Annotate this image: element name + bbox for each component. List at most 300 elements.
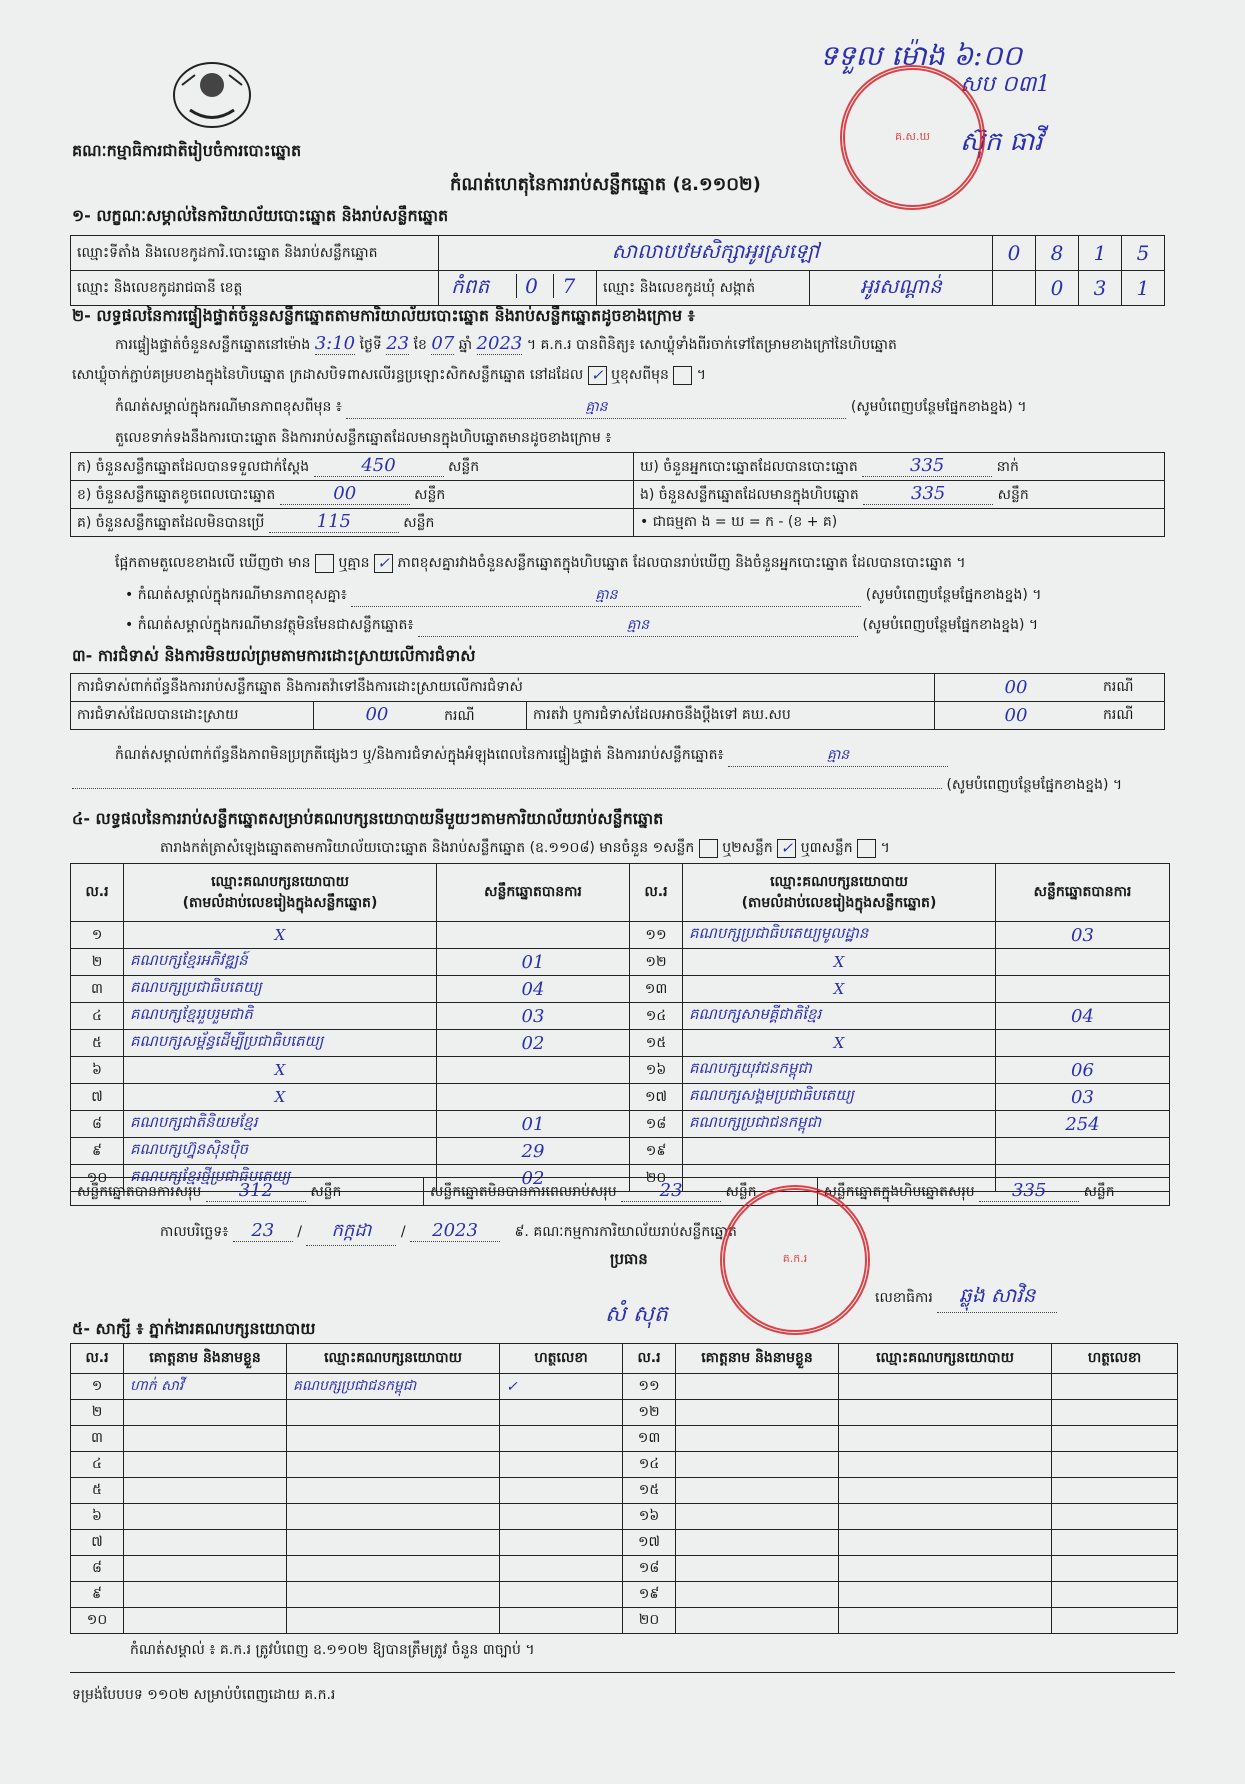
witness-signature: [1052, 1452, 1178, 1478]
witness-name: [676, 1608, 839, 1634]
row-number: ១១: [623, 1374, 676, 1400]
org-name: គណៈកម្មាធិការជាតិរៀបចំការបោះឆ្នោត: [72, 141, 302, 160]
handwritten-note-code: សប ០៣1: [960, 72, 1051, 97]
s5-col-sign: ហត្ថលេខា: [500, 1344, 623, 1374]
witness-name: [124, 1504, 287, 1530]
witness-signature: [1052, 1608, 1178, 1634]
s4-date-label: កាលបរិច្ឆេទ៖: [160, 1224, 229, 1240]
chair-label: ប្រធាន: [610, 1250, 648, 1268]
s2-bullet2: [125, 615, 1038, 637]
table-row: [71, 1400, 1178, 1426]
s4-date-day: 23: [233, 1220, 293, 1242]
witness-name: [124, 1452, 287, 1478]
row-number: ១៣: [623, 1426, 676, 1452]
s5-col-party: ឈ្មោះគណបក្សនយោបាយ: [839, 1344, 1052, 1374]
row-number: ១០: [71, 1165, 124, 1192]
witness-party: [287, 1400, 500, 1426]
party-name: X: [683, 949, 996, 976]
s2-fig-cell: [71, 509, 634, 537]
row-number: ៨: [71, 1111, 124, 1138]
secretary-name: ឆ្លុង សាវិន: [937, 1282, 1057, 1313]
s2-figures-table: [70, 452, 1165, 537]
table-row: [71, 949, 1170, 976]
row-number: ២: [71, 1400, 124, 1426]
s4-date-line: កាលបរិច្ឆេទ៖ 23 / កក្កដា / 2023 ៩. គណៈកម្មការការិយាល័យរាប់សន្លឹកឆ្នោត: [160, 1218, 737, 1246]
witness-party: [839, 1608, 1052, 1634]
s4-unit: សន្លឹក: [1083, 1184, 1115, 1200]
s3-r2-value-b: 00: [935, 702, 1098, 730]
s1-province-code-digit: 7: [553, 274, 584, 298]
s3-r2-unit-b: ករណី: [1097, 702, 1165, 730]
s2-text: សោឃ្លុំចាក់ភ្ជាប់គម្របខាងក្នុងនៃហិបឆ្នោត ក្រដាសបិទពាសលើរន្ធប្រឡោះសិកសន្លឹកឆ្នោត នៅដដែល: [72, 367, 584, 383]
table-row: [71, 1504, 1178, 1530]
party-votes: [437, 1057, 630, 1084]
party-votes: 06: [996, 1057, 1170, 1084]
witness-party: [839, 1556, 1052, 1582]
table-row: [71, 1530, 1178, 1556]
s4-col-no: ល.រ: [71, 864, 124, 922]
checkbox-three-sheets[interactable]: [857, 839, 876, 858]
party-votes: [996, 1138, 1170, 1165]
section1-title: ១- លក្ខណៈសម្គាល់នៃការិយាល័យបោះឆ្នោត និងរាប់សន្លឹកឆ្នោត: [72, 206, 449, 225]
s1-row1-value: សាលាបឋមសិក្សាអូរស្រឡៅ: [439, 236, 993, 271]
witness-signature: [1052, 1582, 1178, 1608]
party-votes: 254: [996, 1111, 1170, 1138]
s4-col-party-label: ឈ្មោះគណបក្សនយោបាយ: [770, 873, 908, 890]
s1-province-code-digit: 0: [516, 274, 547, 298]
witness-signature: [500, 1582, 623, 1608]
party-name: X: [124, 1057, 437, 1084]
witness-party: [287, 1556, 500, 1582]
row-number: ១២: [630, 949, 683, 976]
witness-name: [676, 1400, 839, 1426]
s4-date-year: 2023: [410, 1220, 500, 1242]
s2-fig-unit: នាក់: [996, 459, 1019, 475]
s3-r1-unit: ករណី: [1097, 674, 1165, 702]
party-name: X: [124, 922, 437, 949]
witness-signature: ✓: [500, 1374, 623, 1400]
secretary-label: លេខាធិការ: [875, 1290, 933, 1306]
row-number: ១: [71, 922, 124, 949]
witness-name: [676, 1504, 839, 1530]
handwritten-note-name: ស៊ុក ធាវី: [960, 127, 1043, 157]
witness-party: [287, 1504, 500, 1530]
witness-signature: [1052, 1556, 1178, 1582]
s3-r2-label: ការជំទាស់ដែលបានដោះស្រាយ: [71, 702, 314, 730]
s2-fig-label: ក) ចំនួនសន្លឹកឆ្នោតដែលបានទទួលជាក់ស្តែង: [77, 459, 310, 475]
witness-name: [124, 1556, 287, 1582]
s3-r2-value: [314, 702, 527, 730]
row-number: ២: [71, 949, 124, 976]
row-number: ១៥: [630, 1030, 683, 1057]
s2-text: ឬខុសពីមុន: [611, 367, 669, 383]
s4-date-month: កក្កដា: [306, 1218, 396, 1246]
s2-note-line: [115, 397, 1027, 419]
row-number: ៧: [71, 1084, 124, 1111]
handwritten-note-receipt: ទទួល ម៉ោង ៦:០០: [820, 39, 1023, 72]
party-name: គណបក្សសង្គមប្រជាធិបតេយ្យ: [683, 1084, 996, 1111]
s2-fig-value: 335: [862, 455, 992, 477]
party-name: គណបក្សប្រជាជនកម្ពុជា: [683, 1111, 996, 1138]
witness-party: [839, 1426, 1052, 1452]
table-row: [71, 1138, 1170, 1165]
s2-fig-cell: [71, 453, 634, 481]
witness-name: [124, 1400, 287, 1426]
witness-signature: [500, 1504, 623, 1530]
s1-province-name: កំពត: [451, 274, 490, 298]
s4-intro: តារាងកត់ត្រាសំឡេងឆ្នោតតាមការិយាល័យបោះឆ្នោត និងរាប់សន្លឹកឆ្នោត (ឧ.១១០៨) មានចំនួន ១សន្លឹក ឬ២សន្លឹក ✓ ឬ៣សន្លឹក ។: [160, 838, 890, 857]
table-row: [71, 1084, 1170, 1111]
row-number: ១៩: [630, 1138, 683, 1165]
witness-party: [287, 1530, 500, 1556]
s2-fig-cell: [634, 453, 1165, 481]
s5-col-name: គោត្តនាម និងនាមខ្លួន: [124, 1344, 287, 1374]
s4-text: តារាងកត់ត្រាសំឡេងឆ្នោតតាមការិយាល័យបោះឆ្នោត និងរាប់សន្លឹកឆ្នោត (ឧ.១១០៨) មានចំនួន ១សន្លឹក: [160, 840, 695, 856]
chair-name: សំ សុត: [605, 1302, 668, 1327]
witness-party: គណបក្សប្រជាជនកម្ពុជា: [287, 1374, 500, 1400]
doc-title: កំណត់ហេតុនៃការរាប់សន្លឹកឆ្នោត (ឧ.១១០២): [450, 174, 761, 195]
s5-witness-table: [70, 1343, 1178, 1634]
section4-title: ៤- លទ្ធផលនៃការរាប់សន្លឹកឆ្នោតសម្រាប់គណបក្សនយោបាយនីមួយៗតាមការិយាល័យរាប់សន្លឹកឆ្នោត: [72, 809, 664, 828]
table-row: [71, 1452, 1178, 1478]
witness-name: [124, 1608, 287, 1634]
s4-unit: សន្លឹក: [310, 1184, 342, 1200]
row-number: ៩: [71, 1582, 124, 1608]
witness-party: [839, 1530, 1052, 1556]
s2-time: 3:10: [314, 333, 356, 354]
s5-col-no: ល.រ: [71, 1344, 124, 1374]
witness-name: [676, 1426, 839, 1452]
witness-party: [287, 1608, 500, 1634]
s2-fig-formula: • ជាធម្មតា ង = ឃ = ក - (ខ + គ): [640, 514, 838, 530]
s3-table: [70, 673, 1165, 730]
s2-fig-value: 00: [280, 483, 410, 505]
row-number: ១៧: [623, 1530, 676, 1556]
row-number: ១១: [630, 922, 683, 949]
witness-name: [124, 1530, 287, 1556]
table-row: [71, 1582, 1178, 1608]
checkbox-two-sheets[interactable]: ✓: [777, 839, 796, 858]
section1-table: [70, 235, 1165, 306]
table-row: [71, 1057, 1170, 1084]
party-name: X: [124, 1084, 437, 1111]
s4-totals-table: [70, 1177, 1170, 1206]
s3-r2-value-text: 00: [365, 704, 389, 725]
witness-party: [839, 1582, 1052, 1608]
s2-note-label: កំណត់សម្គាល់ក្នុងករណីមានភាពខុសពីមុន ៖: [115, 399, 342, 415]
s1-row1-label: ឈ្មោះទីតាំង និងលេខកូដការិ.បោះឆ្នោត និងរាប់សន្លឹកឆ្នោត: [71, 236, 439, 271]
s1-commune-code-digit: 0: [1036, 271, 1079, 306]
witness-name: [676, 1452, 839, 1478]
section3-title: ៣- ការជំទាស់ និងការមិនយល់ព្រមតាមការដោះស្រាយលើការជំទាស់: [72, 646, 476, 665]
s2-text: ខែ: [413, 337, 427, 353]
nec-emblem-icon: [170, 55, 255, 130]
witness-name: [676, 1556, 839, 1582]
s2-fig-value: 115: [269, 511, 399, 533]
s4-col-party: [124, 864, 437, 922]
row-number: ១៨: [623, 1556, 676, 1582]
s2-bullet-value: គ្មាន: [418, 615, 858, 637]
s3-note-value: គ្មាន: [728, 745, 948, 767]
witness-signature: [1052, 1504, 1178, 1530]
witness-name: [124, 1478, 287, 1504]
party-votes: 03: [437, 1003, 630, 1030]
witness-party: [839, 1374, 1052, 1400]
s2-text: ឆ្នាំ: [458, 337, 473, 353]
party-votes: 04: [437, 976, 630, 1003]
party-votes: 01: [437, 949, 630, 976]
s1-commune-code-digit: 1: [1122, 271, 1165, 306]
party-name: គណបក្សជាតិនិយមខ្មែរ: [124, 1111, 437, 1138]
s2-text: ថ្ងៃទី: [359, 337, 382, 353]
table-row: [71, 976, 1170, 1003]
s2-note-suffix: (សូមបំពេញបន្ថែមផ្នែកខាងខ្នង) ។: [850, 399, 1027, 415]
party-name: X: [683, 1030, 996, 1057]
s2-text: ឬគ្មាន: [338, 555, 370, 571]
party-votes: 02: [437, 1165, 630, 1192]
party-name: គណបក្សសាមគ្គីជាតិខ្មែរ: [683, 1003, 996, 1030]
s1-code-digit: 8: [1036, 236, 1079, 271]
s4-total-valid: [71, 1178, 424, 1206]
party-votes: [996, 949, 1170, 976]
party-votes: 03: [996, 1084, 1170, 1111]
row-number: ២០: [623, 1608, 676, 1634]
s2-fig-label: គ) ចំនួនសន្លឹកឆ្នោតដែលមិនបានប្រើ: [77, 515, 265, 531]
row-number: ៨: [71, 1556, 124, 1582]
s3-r2-unit: ករណី: [444, 708, 475, 724]
witness-signature: [1052, 1426, 1178, 1452]
s2-para1-line1: [115, 333, 897, 356]
party-name: គណបក្សខ្មែររួបរួមជាតិ: [124, 1003, 437, 1030]
party-votes: [996, 976, 1170, 1003]
s3-note-line2: [72, 775, 1122, 796]
party-name: X: [683, 976, 996, 1003]
table-row: [71, 1003, 1170, 1030]
party-name: គណបក្សសម្ព័ន្ធដើម្បីប្រជាធិបតេយ្យ: [124, 1030, 437, 1057]
checkbox-one-sheet[interactable]: [699, 839, 718, 858]
s1-province: [439, 271, 597, 306]
row-number: ៣: [71, 1426, 124, 1452]
witness-signature: [500, 1400, 623, 1426]
s2-text: ផ្អែកតាមតួលេខខាងលើ ឃើញថា មាន: [115, 555, 311, 571]
s2-text: ភាពខុសគ្នារវាងចំនួនសន្លឹកឆ្នោតក្នុងហិបឆ្នោត ដែលបានរាប់ឃើញ និងចំនួនអ្នកបោះឆ្នោត ដែលបានបោះឆ្នោត ។: [397, 555, 966, 571]
s4-col-party-sub: (តាមលំដាប់លេខរៀងក្នុងសន្លឹកឆ្នោត): [741, 894, 937, 911]
s3-note-label: កំណត់សម្គាល់ពាក់ព័ន្ធនឹងភាពមិនប្រក្រតីផ្សេងៗ ឬ/និងការជំទាស់ក្នុងអំឡុងពេលនៃការផ្ទៀងផ្ទាត់ និងការរាប់សន្លឹកឆ្នោត៖: [115, 747, 724, 763]
checkbox-different[interactable]: [673, 366, 692, 385]
row-number: ៦: [71, 1057, 124, 1084]
table-row: [71, 1478, 1178, 1504]
row-number: ១៨: [630, 1111, 683, 1138]
party-name: គណបក្សខ្មែរថ្មីប្រជាធិបតេយ្យ: [124, 1165, 437, 1192]
s2-fig-cell: [71, 481, 634, 509]
s1-commune-label: ឈ្មោះ និងលេខកូដឃុំ សង្កាត់: [597, 271, 810, 306]
s2-diff-line: [115, 553, 966, 574]
s5-col-name: គោត្តនាម និងនាមខ្លួន: [676, 1344, 839, 1374]
party-votes: 03: [996, 922, 1170, 949]
s1-code-digit: 0: [993, 236, 1036, 271]
party-votes: 29: [437, 1138, 630, 1165]
table-row: [71, 1374, 1178, 1400]
s1-row2-label: ឈ្មោះ និងលេខកូដរាជធានី ខេត្ត: [71, 271, 439, 306]
s2-fig-label: ខ) ចំនួនសន្លឹកឆ្នោតខូចពេលបោះឆ្នោត: [77, 487, 276, 503]
witness-signature: [500, 1556, 623, 1582]
s3-r1-label: ការជំទាស់ពាក់ព័ន្ធនឹងការរាប់សន្លឹកឆ្នោត និងការតវ៉ាទៅនឹងការដោះស្រាយលើការជំទាស់: [71, 674, 935, 702]
table-row: [71, 922, 1170, 949]
section5-title: ៥- សាក្សី ៖ ភ្នាក់ងារគណបក្សនយោបាយ: [72, 1319, 316, 1338]
stamp-bottom: [720, 1185, 870, 1335]
s4-total-box-label: សន្លឹកឆ្នោតក្នុងហិបឆ្នោតសរុប: [823, 1184, 975, 1200]
row-number: ១០: [71, 1608, 124, 1634]
s1-code-digit: 5: [1122, 236, 1165, 271]
row-number: ១៧: [630, 1084, 683, 1111]
s2-fig-unit: សន្លឹក: [448, 459, 480, 475]
s5-col-no: ល.រ: [623, 1344, 676, 1374]
footer-note: កំណត់សម្គាល់ ៖ គ.ក.រ ត្រូវបំពេញ ឧ.១១០២ ឱ្យបានត្រឹមត្រូវ ចំនួន ៣ច្បាប់ ។: [130, 1642, 535, 1658]
row-number: ១៤: [623, 1452, 676, 1478]
s2-fig-label: ង) ចំនួនសន្លឹកឆ្នោតដែលមានក្នុងហិបឆ្នោត: [640, 487, 859, 503]
s4-col-party-sub: (តាមលំដាប់លេខរៀងក្នុងសន្លឹកឆ្នោត): [182, 894, 378, 911]
witness-party: [839, 1400, 1052, 1426]
table-row: [71, 1426, 1178, 1452]
s2-note-value: គ្មាន: [346, 397, 846, 419]
party-name: គណបក្សប្រជាធិបតេយ្យមូលដ្ឋាន: [683, 922, 996, 949]
s2-fig-unit: សន្លឹក: [414, 487, 446, 503]
secretary-line: [875, 1282, 1057, 1313]
s2-fig-label: ឃ) ចំនួនអ្នកបោះឆ្នោតដែលបានបោះឆ្នោត: [640, 459, 858, 475]
row-number: ១៥: [623, 1478, 676, 1504]
row-number: ១៦: [630, 1057, 683, 1084]
s3-r1-value: 00: [935, 674, 1098, 702]
witness-signature: [500, 1426, 623, 1452]
checkbox-has-diff[interactable]: [315, 554, 334, 573]
s2-bullet1: [125, 585, 1041, 607]
witness-party: [287, 1452, 500, 1478]
witness-party: [287, 1582, 500, 1608]
s2-text: ។ គ.ក.រ បានពិនិត្យ៖ សោឃ្លុំទាំងពីរចាក់ទៅតែម្រាមខាងក្រៅនៃហិបឆ្នោត: [526, 337, 897, 353]
s2-day: 23: [386, 333, 410, 354]
row-number: ១: [71, 1374, 124, 1400]
party-name: គណបក្សខ្មែរអភិវឌ្ឍន៍: [124, 949, 437, 976]
s2-month: 07: [431, 333, 455, 354]
row-number: ៩: [71, 1138, 124, 1165]
table-row: [71, 1556, 1178, 1582]
witness-name: [124, 1582, 287, 1608]
witness-signature: [500, 1608, 623, 1634]
witness-signature: [500, 1478, 623, 1504]
party-votes: 01: [437, 1111, 630, 1138]
s3-r2-label-b: ការតវ៉ា ឬការជំទាស់ដែលអាចនឹងប្តឹងទៅ គឃ.សប: [527, 702, 935, 730]
section2-title: ២- លទ្ធផលនៃការផ្ទៀងផ្ទាត់ចំនួនសន្លឹកឆ្នោតតាមការិយាល័យបោះឆ្នោត និងរាប់សន្លឹកឆ្នោតដូចខាងក្រោម ៖: [72, 306, 695, 325]
s4-col-votes: សន្លឹកឆ្នោតបានការ: [996, 864, 1170, 922]
witness-name: [676, 1582, 839, 1608]
witness-name: [124, 1426, 287, 1452]
witness-name: [676, 1530, 839, 1556]
row-number: ៦: [71, 1504, 124, 1530]
row-number: ១២: [623, 1400, 676, 1426]
witness-name: ហាក់ សាវី: [124, 1374, 287, 1400]
table-row: [71, 1608, 1178, 1634]
s2-fig-cell: [634, 481, 1165, 509]
footer-divider: [70, 1672, 1175, 1673]
s2-fig-unit: សន្លឹក: [403, 515, 435, 531]
witness-signature: [1052, 1530, 1178, 1556]
stamp-top-right: [840, 65, 985, 210]
s2-bullet-label: • កំណត់សម្គាល់ក្នុងករណីមានវត្ថុមិនមែនជាសន្លឹកឆ្នោត៖: [125, 617, 414, 633]
s2-bullet-suffix: (សូមបំពេញបន្ថែមផ្នែកខាងខ្នង) ។: [865, 587, 1042, 603]
row-number: ៤: [71, 1003, 124, 1030]
s4-unit: សន្លឹក: [725, 1184, 757, 1200]
witness-party: [839, 1504, 1052, 1530]
witness-name: [676, 1374, 839, 1400]
s4-total-valid-label: សន្លឹកឆ្នោតបានការសរុប: [77, 1184, 202, 1200]
s4-col-votes: សន្លឹកឆ្នោតបានការ: [437, 864, 630, 922]
s2-bullet-value: គ្មាន: [351, 585, 861, 607]
s4-col-no: ល.រ: [630, 864, 683, 922]
s5-col-party: ឈ្មោះគណបក្សនយោបាយ: [287, 1344, 500, 1374]
s4-committee: ៩. គណៈកម្មការការិយាល័យរាប់សន្លឹកឆ្នោត: [514, 1224, 737, 1240]
witness-signature: [1052, 1374, 1178, 1400]
s4-total-box-value: 335: [979, 1180, 1079, 1202]
s2-intro: តួលេខទាក់ទងនឹងការបោះឆ្នោត និងការរាប់សន្លឹកឆ្នោតដែលមានក្នុងហិបឆ្នោតមានដូចខាងក្រោម ៖: [115, 430, 612, 446]
party-votes: 02: [437, 1030, 630, 1057]
s4-col-party: [683, 864, 996, 922]
s4-text: ឬ២សន្លឹក: [722, 840, 773, 856]
witness-party: [839, 1478, 1052, 1504]
s2-bullet-suffix: (សូមបំពេញបន្ថែមផ្នែកខាងខ្នង) ។: [862, 617, 1039, 633]
s2-year: 2023: [476, 333, 523, 354]
s2-fig-value: 450: [314, 455, 444, 477]
s1-code-digit: 1: [1079, 236, 1122, 271]
s2-bullet-label: • កំណត់សម្គាល់ក្នុងករណីមានភាពខុសគ្នា៖: [125, 587, 347, 603]
witness-party: [287, 1426, 500, 1452]
row-number: ៥: [71, 1478, 124, 1504]
s5-col-sign: ហត្ថលេខា: [1052, 1344, 1178, 1374]
checkbox-same[interactable]: ✓: [588, 366, 607, 385]
s4-text: ឬ៣សន្លឹក: [800, 840, 853, 856]
witness-party: [287, 1478, 500, 1504]
party-name: [683, 1138, 996, 1165]
witness-signature: [1052, 1478, 1178, 1504]
s2-fig-unit: សន្លឹក: [997, 487, 1029, 503]
s4-total-valid-value: 312: [206, 1180, 306, 1202]
party-votes: [437, 1084, 630, 1111]
row-number: ១៤: [630, 1003, 683, 1030]
party-name: គណបក្សប្រជាធិបតេយ្យ: [124, 976, 437, 1003]
table-row: [71, 1030, 1170, 1057]
checkbox-no-diff[interactable]: ✓: [374, 554, 393, 573]
row-number: ១៦: [623, 1504, 676, 1530]
row-number: ២០: [630, 1165, 683, 1192]
table-row: [71, 1111, 1170, 1138]
stamp-top-label: គ.ស.ឃ: [895, 129, 930, 143]
s3-note: [115, 745, 948, 767]
party-votes: 04: [996, 1003, 1170, 1030]
witness-name: [676, 1478, 839, 1504]
s4-total-invalid-label: សន្លឹកឆ្នោតមិនបានការពេលរាប់សរុប: [430, 1184, 617, 1200]
witness-signature: [500, 1452, 623, 1478]
party-votes: [996, 1030, 1170, 1057]
stamp-bottom-label: គ.ក.រ: [782, 1252, 808, 1265]
row-number: ៤: [71, 1452, 124, 1478]
s4-results-table: [70, 863, 1170, 1192]
row-number: ១៣: [630, 976, 683, 1003]
row-number: ១៩: [623, 1582, 676, 1608]
witness-signature: [500, 1530, 623, 1556]
row-number: ៥: [71, 1030, 124, 1057]
s2-text: ការផ្ទៀងផ្ទាត់ចំនួនសន្លឹកឆ្នោតនៅម៉ោង: [115, 337, 311, 353]
s3-note-suffix: (សូមបំពេញបន្ថែមផ្នែកខាងខ្នង) ។: [946, 777, 1123, 793]
s4-total-box: [817, 1178, 1169, 1206]
